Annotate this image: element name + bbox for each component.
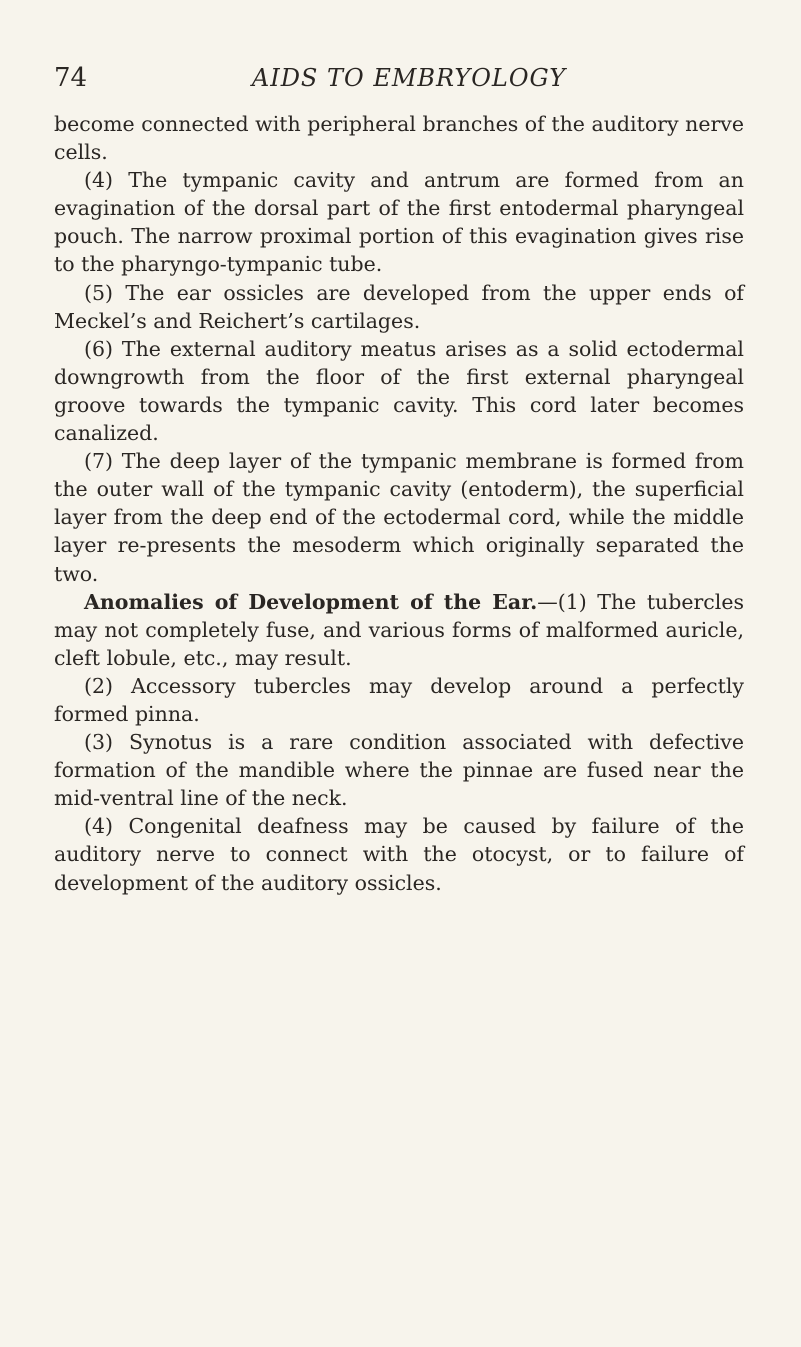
paragraph-anomalies-text: —(1) The tubercles may not completely fuse, and various forms of malformed auricle, cleft lobule, etc., may result. xyxy=(54,589,744,670)
paragraph-continuation: become connected with peripheral branches of the auditory nerve cells. xyxy=(54,112,744,165)
paragraph-anomaly-4: (4) Congenital deafness may be caused by failure of the auditory nerve to connect with the otocyst, or to failure of development of the auditory ossicles. xyxy=(54,814,744,895)
paragraph-item-7-tympanic-membrane: (7) The deep layer of the tympanic membrane is formed from the outer wall of the tympanic cavity (entoderm), the superficial layer from the deep end of the ectodermal cord, while the middle layer re-presents the mesoderm which originally separated the two. xyxy=(54,449,744,586)
page-number: 74 xyxy=(54,63,88,93)
book-page xyxy=(54,58,744,897)
paragraph-anomaly-3: (3) Synotus is a rare condition associated with defective formation of the mandible where the pinnae are fused near the mid-ventral line of the neck. xyxy=(54,730,744,811)
running-title: AIDS TO EMBRYOLOGY xyxy=(251,64,567,92)
section-heading: Anomalies of Development of the Ear. xyxy=(84,589,538,614)
paragraph-item-5-ear-ossicles: (5) The ear ossicles are developed from the upper ends of Meckel’s and Reichert’s cartilages. xyxy=(54,280,744,333)
body-text xyxy=(54,110,744,897)
paragraph-anomaly-2: (2) Accessory tubercles may develop around a perfectly formed pinna. xyxy=(54,673,744,726)
running-head xyxy=(54,58,744,100)
paragraph-item-4-tympanic-cavity: (4) The tympanic cavity and antrum are formed from an evagination of the dorsal part of the first entodermal pharyngeal pouch. The narrow proximal portion of this evagination gives rise to the pharyngo-tympanic tube. xyxy=(54,168,744,277)
paragraph-item-6-external-meatus: (6) The external auditory meatus arises as a solid ectodermal downgrowth from the floor of the first external pharyngeal groove towards the tympanic cavity. This cord later becomes canalized. xyxy=(54,336,744,446)
paragraph-anomalies xyxy=(54,588,744,672)
